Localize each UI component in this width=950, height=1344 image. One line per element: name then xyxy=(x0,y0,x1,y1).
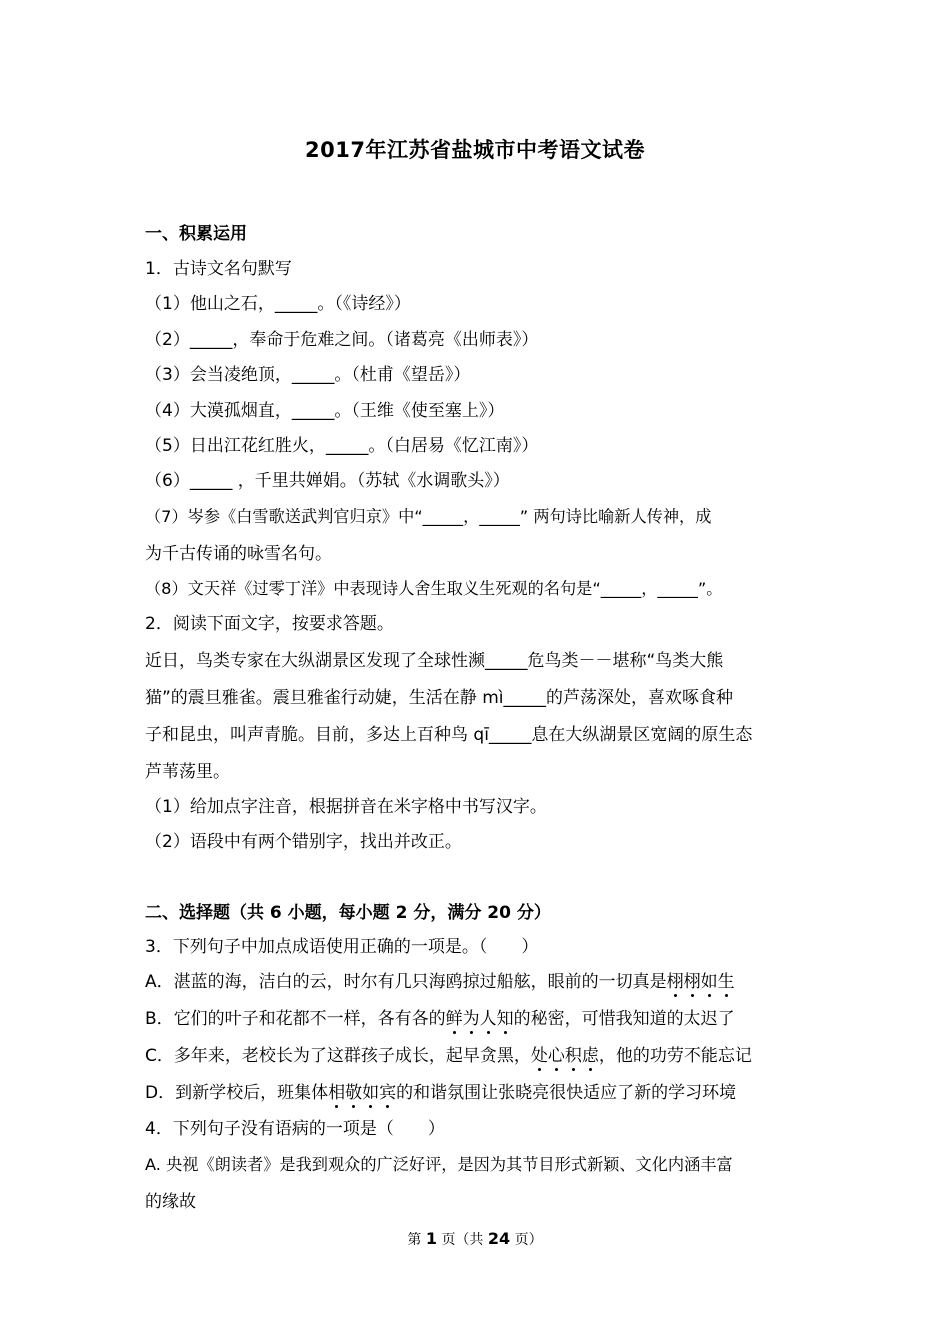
question-1-item-5: （5）日出江花红胜火，_____。（白居易《忆江南》） xyxy=(145,436,539,456)
question-3-stem: 3．下列句子中加点成语使用正确的一项是。（ ） xyxy=(145,937,539,957)
question-4-option-a-line-2: 的缘故 xyxy=(145,1192,196,1212)
footer-middle: 页（共 xyxy=(441,1232,484,1248)
question-3-option-b xyxy=(145,1008,735,1030)
dotted-char: 心 xyxy=(547,1046,565,1066)
option-d-text-after: 的和谐氛围让张晓亮很快适应了新的学习环境 xyxy=(396,1083,737,1103)
option-d-text: D．到新学校后，班集体 xyxy=(145,1083,329,1103)
question-4-option-a-line-1: A. 央视《朗读者》是我到观众的广泛好评，是因为其节目形式新颖、文化内涵丰富 xyxy=(145,1155,733,1174)
page-footer xyxy=(0,1229,950,1249)
question-3-option-a xyxy=(145,971,735,993)
question-1-stem: 1．古诗文名句默写 xyxy=(145,259,292,279)
option-d-idiom xyxy=(328,1083,396,1103)
option-c-text: C．多年来，老校长为了这群孩子成长，起早贪黑， xyxy=(145,1046,531,1066)
question-1-item-7-line-2: 为千古传诵的咏雪名句。 xyxy=(145,544,332,564)
question-2-stem: 2．阅读下面文字，按要求答题。 xyxy=(145,614,394,634)
question-3-option-c xyxy=(145,1045,752,1067)
option-a-text: A．湛蓝的海，洁白的云，时尔有几只海鸥掠过船舷，眼前的一切真是 xyxy=(145,972,667,992)
question-1-item-6: （6）_____ ，千里共婵娟。（苏轼《水调歌头》） xyxy=(145,471,510,491)
dotted-char: 为 xyxy=(462,1009,480,1029)
dotted-char: 虑 xyxy=(581,1046,599,1066)
section-heading-1: 一、积累运用 xyxy=(145,224,247,244)
dotted-char: 栩 xyxy=(666,972,684,992)
passage-line-4: 芦苇荡里。 xyxy=(145,762,230,782)
dotted-char: 相 xyxy=(328,1083,346,1103)
dotted-char: 生 xyxy=(717,972,735,992)
dotted-char: 处 xyxy=(530,1046,548,1066)
question-3-option-d xyxy=(145,1082,736,1104)
option-c-idiom xyxy=(531,1046,599,1066)
question-1-item-3: （3）会当凌绝顶，_____。（杜甫《望岳》） xyxy=(145,365,471,385)
question-2-sub-2: （2）语段中有两个错别字，找出并改正。 xyxy=(145,832,462,852)
option-c-text-after: ，他的功劳不能忘记 xyxy=(598,1046,752,1066)
section-heading-2: 二、选择题（共 6 小题，每小题 2 分，满分 20 分） xyxy=(145,903,551,923)
option-a-idiom xyxy=(667,972,735,992)
page-title: 2017年江苏省盐城市中考语文试卷 xyxy=(305,138,645,162)
dotted-char: 宾 xyxy=(379,1083,397,1103)
question-1-item-8: （8）文天祥《过零丁洋》中表现诗人舍生取义生死观的名句是“_____，_____”。 xyxy=(145,579,723,598)
question-1-item-1: （1）他山之石，_____。（《诗经》） xyxy=(145,294,411,314)
page-number: 1 xyxy=(425,1229,437,1248)
passage-line-2: 猫”的震旦雅雀。震旦雅雀行动婕，生活在静 mì_____的芦荡深处，喜欢啄食种 xyxy=(145,688,733,708)
footer-prefix: 第 xyxy=(407,1232,422,1248)
total-pages: 24 xyxy=(487,1229,511,1248)
option-b-text-after: 的秘密，可惜我知道的太迟了 xyxy=(513,1009,735,1029)
question-2-sub-1: （1）给加点字注音，根据拼音在米字格中书写汉字。 xyxy=(145,797,547,817)
dotted-char: 栩 xyxy=(683,972,701,992)
question-1-item-4: （4）大漠孤烟直，_____。（王维《使至塞上》） xyxy=(145,401,505,421)
question-1-item-2: （2）_____，奉命于危难之间。（诸葛亮《出师表》） xyxy=(145,330,539,350)
dotted-char: 知 xyxy=(496,1009,514,1029)
passage-line-3: 子和昆虫，叫声青脆。目前，多达上百种鸟 qī_____息在大纵湖景区宽阔的原生态 xyxy=(145,725,753,745)
question-1-item-7-line-1: （7）岑参《白雪歌送武判官归京》中“_____，_____” 两句诗比喻新人传神，成 xyxy=(145,507,712,526)
passage-line-1: 近日，鸟类专家在大纵湖景区发现了全球性濒_____危鸟类－－堪称“鸟类大熊 xyxy=(145,651,724,671)
dotted-char: 积 xyxy=(564,1046,582,1066)
option-b-idiom xyxy=(446,1009,514,1029)
dotted-char: 敬 xyxy=(345,1083,363,1103)
option-b-text: B．它们的叶子和花都不一样，各有各的 xyxy=(145,1009,446,1029)
dotted-char: 人 xyxy=(479,1009,497,1029)
dotted-char: 如 xyxy=(700,972,718,992)
question-4-stem: 4．下列句子没有语病的一项是（ ） xyxy=(145,1119,445,1139)
dotted-char: 鲜 xyxy=(445,1009,463,1029)
footer-suffix: 页） xyxy=(514,1232,543,1248)
dotted-char: 如 xyxy=(362,1083,380,1103)
